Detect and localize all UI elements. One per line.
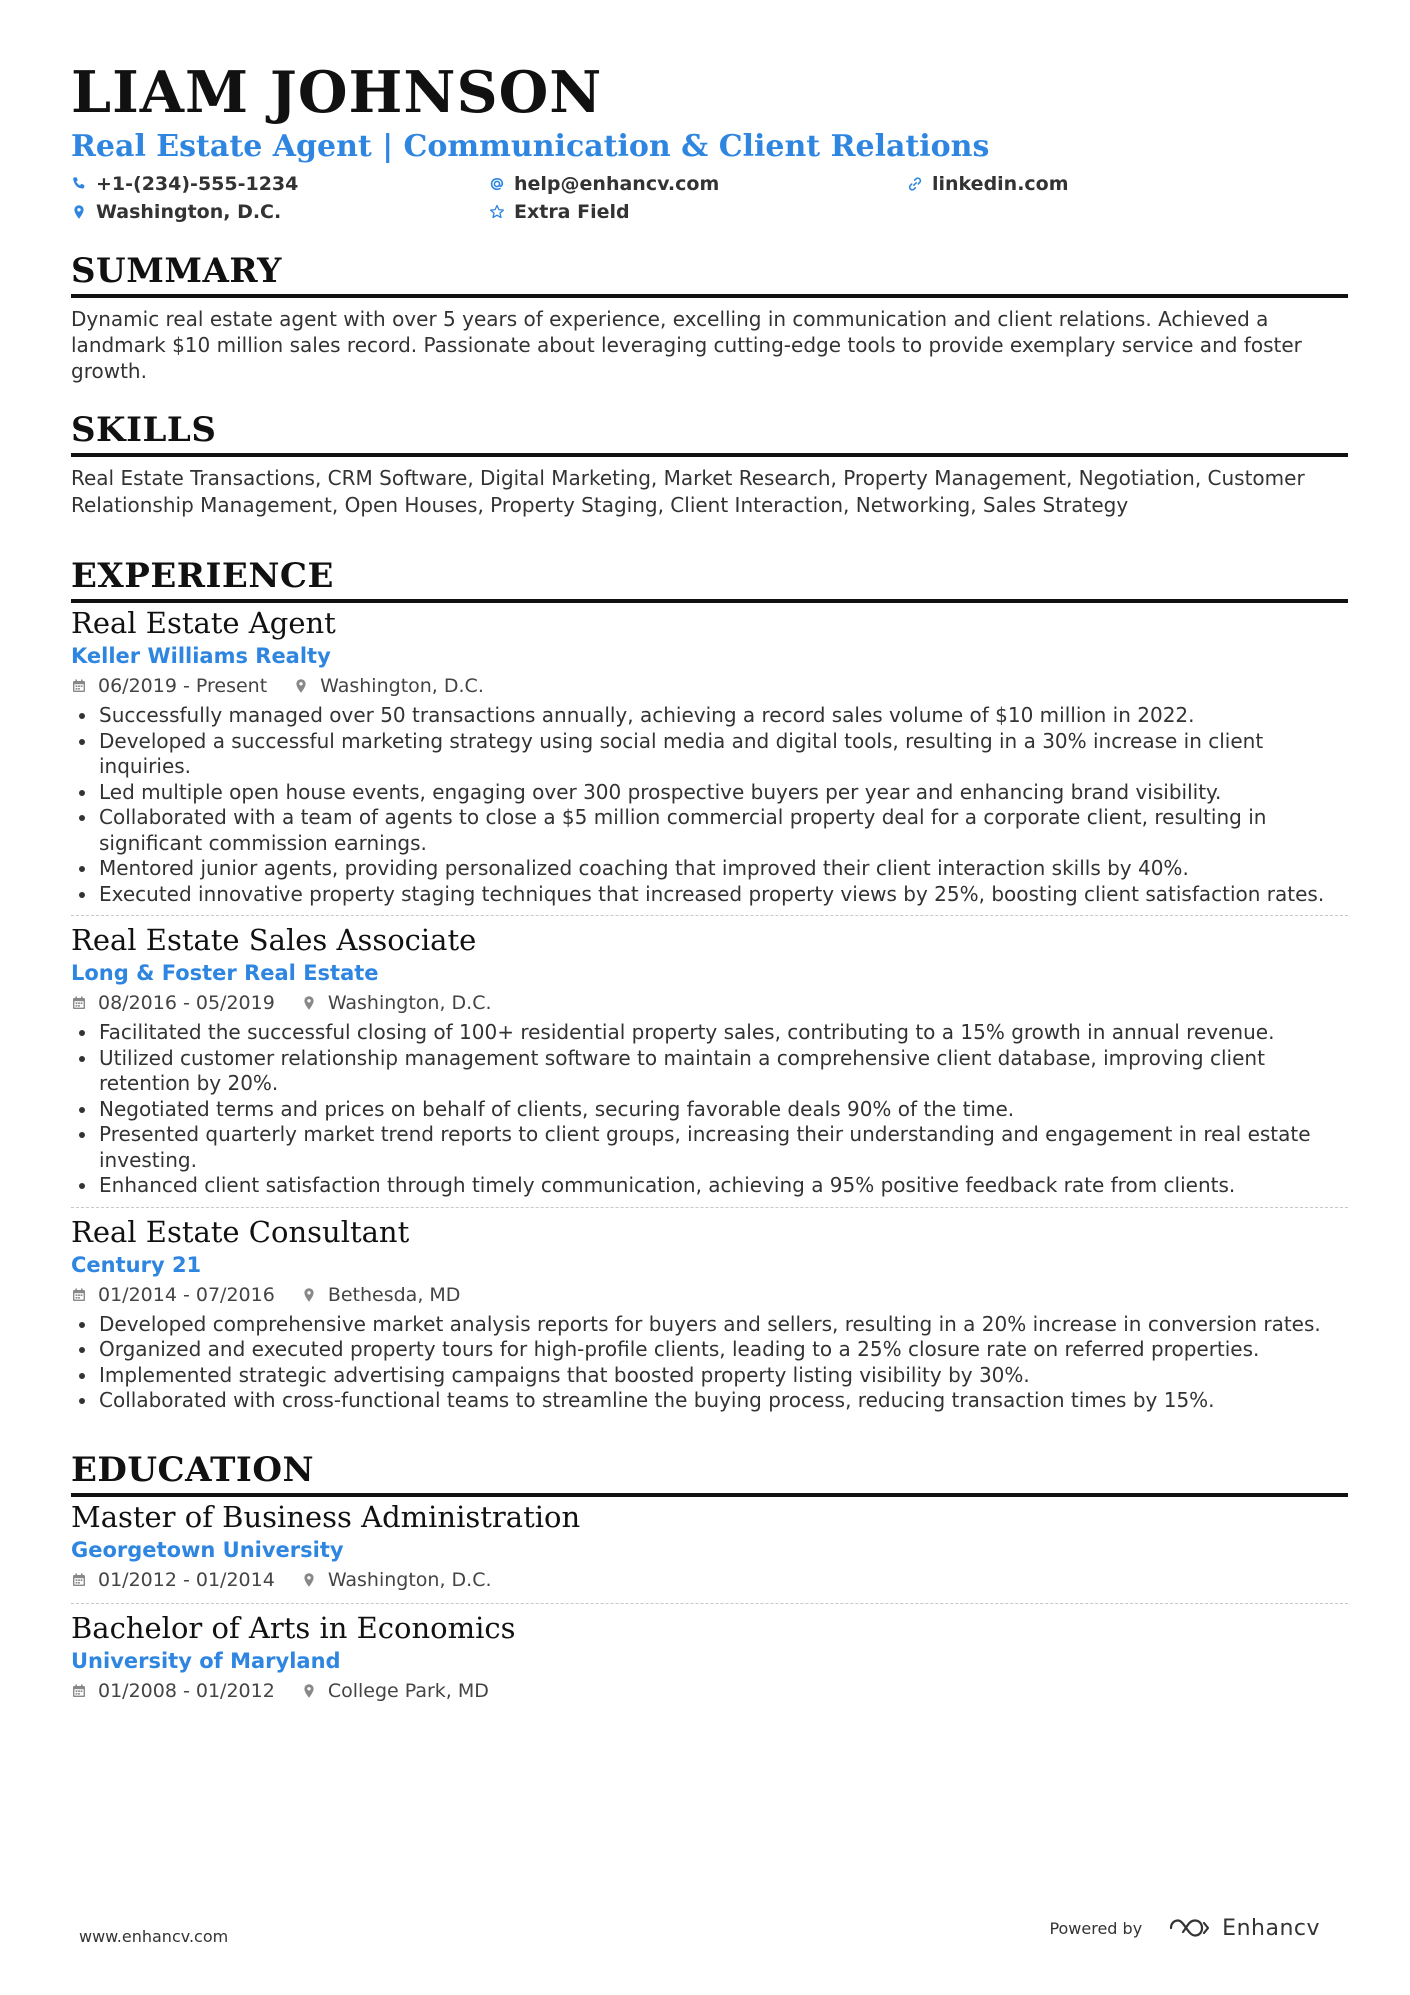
entry-divider <box>71 1207 1348 1208</box>
list-item: Developed a successful marketing strategy using social media and digital tools, resulting in a 30% increase in client inquiries. <box>71 729 1348 780</box>
education-entry <box>71 1610 1348 1706</box>
education-section <box>71 1450 1348 1706</box>
location-pin-icon <box>293 678 309 694</box>
list-item: Collaborated with a team of agents to close a $5 million commercial property deal for a corporate client, resulting in significant commission earnings. <box>71 805 1348 856</box>
job-location: Washington, D.C. <box>327 992 492 1014</box>
experience-heading: EXPERIENCE <box>71 556 334 596</box>
education-location: College Park, MD <box>327 1679 489 1702</box>
degree-title: Bachelor of Arts in Economics <box>71 1610 516 1645</box>
list-item: Facilitated the successful closing of 100+ residential property sales, contributing to a 15% growth in annual revenue. <box>71 1020 1348 1046</box>
contact-extra-field <box>489 198 907 226</box>
list-item: Organized and executed property tours for high-profile clients, leading to a 25% closure rate on referred properties. <box>71 1337 1348 1363</box>
summary-section <box>71 251 1348 384</box>
job-bullets <box>71 1020 1348 1199</box>
contact-linkedin[interactable] <box>907 170 1325 198</box>
list-item: Led multiple open house events, engaging over 300 prospective buyers per year and enhancing brand visibility. <box>71 780 1348 806</box>
education-meta <box>71 1676 1348 1706</box>
contact-phone[interactable] <box>71 170 489 198</box>
contact-extra-field-text: Extra Field <box>514 201 630 223</box>
location-pin-icon <box>71 204 87 220</box>
star-icon <box>489 204 505 220</box>
candidate-headline: Real Estate Agent | Communication & Client Relations <box>71 129 990 164</box>
job-meta <box>71 671 1348 701</box>
contact-phone-text: +1-(234)-555-1234 <box>96 173 299 195</box>
company-name[interactable]: Keller Williams Realty <box>71 644 331 668</box>
list-item: Negotiated terms and prices on behalf of clients, securing favorable deals 90% of the time. <box>71 1097 1348 1123</box>
summary-divider <box>71 294 1348 298</box>
powered-by-label: Powered by <box>1049 1918 1143 1938</box>
calendar-icon <box>71 995 87 1011</box>
education-heading: EDUCATION <box>71 1449 315 1490</box>
skills-section <box>71 410 1348 519</box>
contact-email[interactable] <box>489 170 907 198</box>
experience-entry <box>71 1214 1348 1414</box>
location-pin-icon <box>301 995 317 1011</box>
education-meta <box>71 1565 1348 1595</box>
skills-text: Real Estate Transactions, CRM Software, Digital Marketing, Market Research, Property Management, Negotiation, Customer Relationship Management, Open Houses, Property Staging, Client Interaction, Networking, Sales Strategy <box>71 466 1305 517</box>
at-icon <box>489 176 505 192</box>
education-entry <box>71 1499 1348 1595</box>
list-item: Mentored junior agents, providing personalized coaching that improved their client interaction skills by 40%. <box>71 856 1348 882</box>
summary-heading: SUMMARY <box>71 251 282 291</box>
summary-text: Dynamic real estate agent with over 5 years of experience, excelling in communication and client relations. Achieved a landmark $10 million sales record. Passionate about leveraging cutting-edge tools to provide exemplary service and foster growth. <box>71 307 1302 383</box>
calendar-icon <box>71 1683 87 1699</box>
list-item: Utilized customer relationship management software to maintain a comprehensive client database, improving client retention by 20%. <box>71 1046 1348 1097</box>
calendar-icon <box>71 678 87 694</box>
job-title: Real Estate Sales Associate <box>71 923 477 957</box>
enhancv-logo-icon <box>1168 1915 1214 1941</box>
list-item: Collaborated with cross-functional teams to streamline the buying process, reducing transaction times by 15%. <box>71 1388 1348 1414</box>
education-dates: 01/2008 - 01/2012 <box>98 1679 275 1702</box>
list-item: Enhanced client satisfaction through timely communication, achieving a 95% positive feedback rate from clients. <box>71 1173 1348 1199</box>
education-location: Washington, D.C. <box>327 1568 492 1591</box>
job-title: Real Estate Agent <box>71 606 336 640</box>
contact-email-text: help@enhancv.com <box>514 173 720 195</box>
school-name[interactable]: Georgetown University <box>71 1537 344 1562</box>
job-dates: 01/2014 - 07/2016 <box>98 1283 275 1306</box>
contact-location-text: Washington, D.C. <box>96 201 282 223</box>
link-icon <box>907 176 923 192</box>
skills-heading: SKILLS <box>71 410 217 450</box>
education-divider <box>71 1493 1348 1497</box>
job-meta <box>71 1280 1348 1310</box>
job-location: Washington, D.C. <box>320 675 484 697</box>
location-pin-icon <box>301 1683 317 1699</box>
location-pin-icon <box>301 1287 317 1303</box>
job-location: Bethesda, MD <box>327 1283 461 1306</box>
degree-title: Master of Business Administration <box>71 1499 581 1534</box>
phone-icon <box>71 176 87 192</box>
brand-name[interactable]: Enhancv <box>1222 1915 1320 1941</box>
contact-linkedin-text: linkedin.com <box>932 173 1069 195</box>
education-dates: 01/2012 - 01/2014 <box>98 1568 275 1591</box>
company-name[interactable]: Century 21 <box>71 1252 202 1277</box>
job-meta <box>71 988 1348 1018</box>
job-title: Real Estate Consultant <box>71 1214 410 1249</box>
contact-location <box>71 198 489 226</box>
school-name[interactable]: University of Maryland <box>71 1648 341 1673</box>
job-dates: 06/2019 - Present <box>98 675 268 697</box>
entry-divider <box>71 1603 1348 1604</box>
footer-branding <box>1049 1915 1320 1941</box>
list-item: Presented quarterly market trend reports to client groups, increasing their understanding and engagement in real estate investing. <box>71 1122 1348 1173</box>
entry-divider <box>71 915 1348 916</box>
list-item: Successfully managed over 50 transactions annually, achieving a record sales volume of $10 million in 2022. <box>71 703 1348 729</box>
list-item: Implemented strategic advertising campaigns that boosted property listing visibility by 30%. <box>71 1363 1348 1389</box>
experience-divider <box>71 599 1348 603</box>
job-dates: 08/2016 - 05/2019 <box>98 992 275 1014</box>
footer-website[interactable]: www.enhancv.com <box>79 1927 229 1946</box>
calendar-icon <box>71 1572 87 1588</box>
calendar-icon <box>71 1287 87 1303</box>
list-item: Executed innovative property staging techniques that increased property views by 25%, boosting client satisfaction rates. <box>71 882 1348 908</box>
experience-section <box>71 556 1348 1414</box>
skills-divider <box>71 453 1348 457</box>
candidate-name: LIAM JOHNSON <box>71 59 603 126</box>
list-item: Developed comprehensive market analysis reports for buyers and sellers, resulting in a 20% increase in conversion rates. <box>71 1312 1348 1338</box>
job-bullets <box>71 1312 1348 1414</box>
contact-list <box>71 170 1348 226</box>
experience-entry <box>71 922 1348 1199</box>
experience-entry <box>71 605 1348 907</box>
company-name[interactable]: Long & Foster Real Estate <box>71 961 379 985</box>
job-bullets <box>71 703 1348 907</box>
location-pin-icon <box>301 1572 317 1588</box>
